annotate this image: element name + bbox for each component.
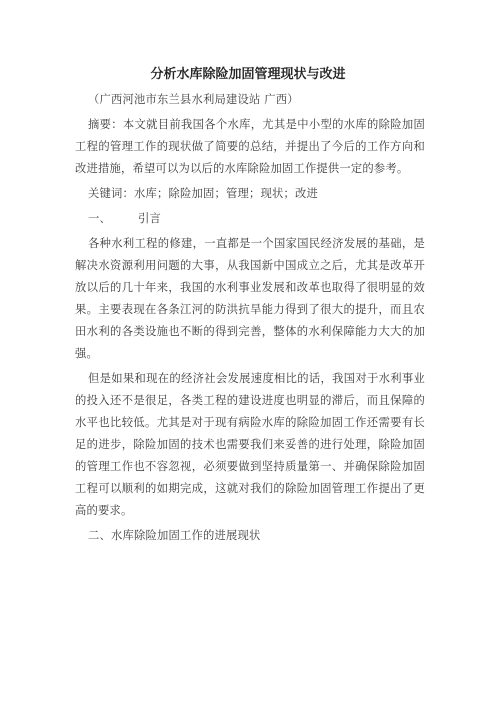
author-affiliation: （广西河池市东兰县水利局建设站 广西） [88,93,299,106]
section-heading-progress: 二、水库除险加固工作的进展现状 [88,529,261,542]
section-title: 引言 [138,212,161,225]
keywords-line: 关键词：水库；除险加固；管理；现状；改进 [88,187,318,200]
body-paragraph: 各种水利工程的修建，一直都是一个国家国民经济发展的基础，是解决水资源利用问题的大事，从我国新中国成立之后，尤其是改革开放以后的几十年来，我国的水利事业发展和改革也取得了很明显的效果。主要表现在各条江河的防洪抗旱能力得到了很大的提升，而且农田水利的各类设施也不断的得到完善，整体的水利保障能力大大的加强。 [75,237,425,360]
section-number: 一、 [88,212,111,225]
document-body [75,89,425,550]
abstract-paragraph: 摘要：本文就目前我国各个水库，尤其是中小型的水库的除险加固工程的管理工作的现状做了简要的总结，并提出了今后的工作方向和改进措施，希望可以为以后的水库除险加固工作提供一定的参考。 [75,118,425,175]
section-heading-introduction [75,208,425,230]
document-title: 分析水库除险加固管理现状与改进 [150,67,346,82]
body-paragraph: 但是如果和现在的经济社会发展速度相比的话，我国对于水利事业的投入还不是很足，各类工程的建设进度也明显的滞后，而且保障的水平也比较低。尤其是对于现有病险水库的除险加固工作还需要有长足的进步，除险加固的技术也需要我们来妥善的进行处理，除险加固的管理工作也不容忽视，必须要做到坚持质量第一、并确保除险加固工程可以顺利的如期完成，这就对我们的除险加固管理工作提出了更高的要求。 [75,372,425,517]
